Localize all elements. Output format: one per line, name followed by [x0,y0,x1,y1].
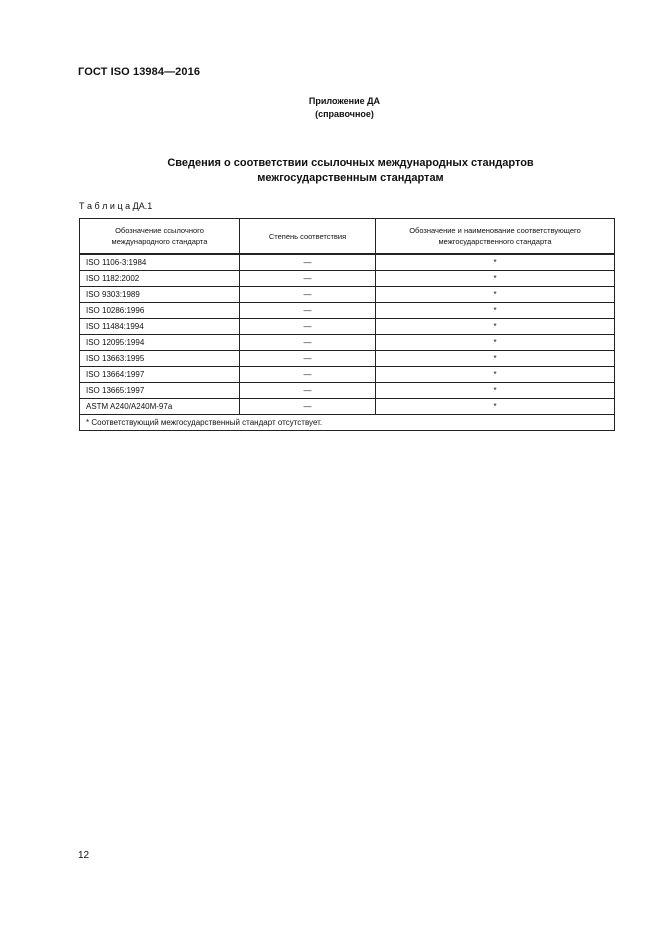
table-row [80,367,615,383]
cell-interstate: * [376,254,615,271]
header-international-standard: Обозначение ссылочного международного стандарта [80,219,240,255]
table-footnote-row [80,415,615,431]
appendix-heading [0,95,661,121]
table-row [80,383,615,399]
document-header: ГОСТ ISO 13984—2016 [78,66,201,78]
appendix-title: Приложение ДА [308,96,381,106]
cell-interstate: * [376,399,615,415]
cell-degree: — [240,367,376,383]
section-title-line-2: межгосударственным стандартам [257,172,444,184]
cell-degree: — [240,399,376,415]
cell-interstate: * [376,287,615,303]
header-interstate-standard: Обозначение и наименование соответствующего межгосударственного стандарта [376,219,615,255]
table-row [80,303,615,319]
cell-standard: ISO 13665:1997 [80,383,240,399]
table-footnote: * Соответствующий межгосударственный стандарт отсутствует. [80,415,615,431]
cell-interstate: * [376,367,615,383]
cell-standard: ISO 11484:1994 [80,319,240,335]
table-row [80,287,615,303]
section-title-line-1: Сведения о соответствии ссылочных международных стандартов [167,157,534,169]
table-row [80,335,615,351]
cell-degree: — [240,303,376,319]
cell-standard: ISO 13663:1995 [80,351,240,367]
table-row [80,271,615,287]
cell-degree: — [240,383,376,399]
cell-interstate: * [376,383,615,399]
table-row [80,319,615,335]
table-row [80,254,615,271]
correspondence-table [79,218,615,431]
appendix-subtitle: (справочное) [315,109,374,119]
table-header-row [80,219,615,255]
cell-standard: ISO 1106-3:1984 [80,254,240,271]
cell-degree: — [240,319,376,335]
cell-standard: ISO 10286:1996 [80,303,240,319]
cell-interstate: * [376,271,615,287]
cell-interstate: * [376,303,615,319]
cell-degree: — [240,287,376,303]
cell-standard: ISO 12095:1994 [80,335,240,351]
cell-interstate: * [376,351,615,367]
table-caption: Т а б л и ц а ДА.1 [79,201,153,211]
table-row [80,351,615,367]
table-row [80,399,615,415]
cell-degree: — [240,254,376,271]
section-heading [0,156,661,186]
header-degree-of-correspondence: Степень соответствия [240,219,376,255]
cell-standard: ISO 9303:1989 [80,287,240,303]
page-number: 12 [78,850,90,861]
cell-standard: ISO 1182:2002 [80,271,240,287]
cell-standard: ASTM A240/A240M-97a [80,399,240,415]
cell-degree: — [240,351,376,367]
cell-interstate: * [376,335,615,351]
cell-interstate: * [376,319,615,335]
cell-standard: ISO 13664:1997 [80,367,240,383]
cell-degree: — [240,335,376,351]
cell-degree: — [240,271,376,287]
